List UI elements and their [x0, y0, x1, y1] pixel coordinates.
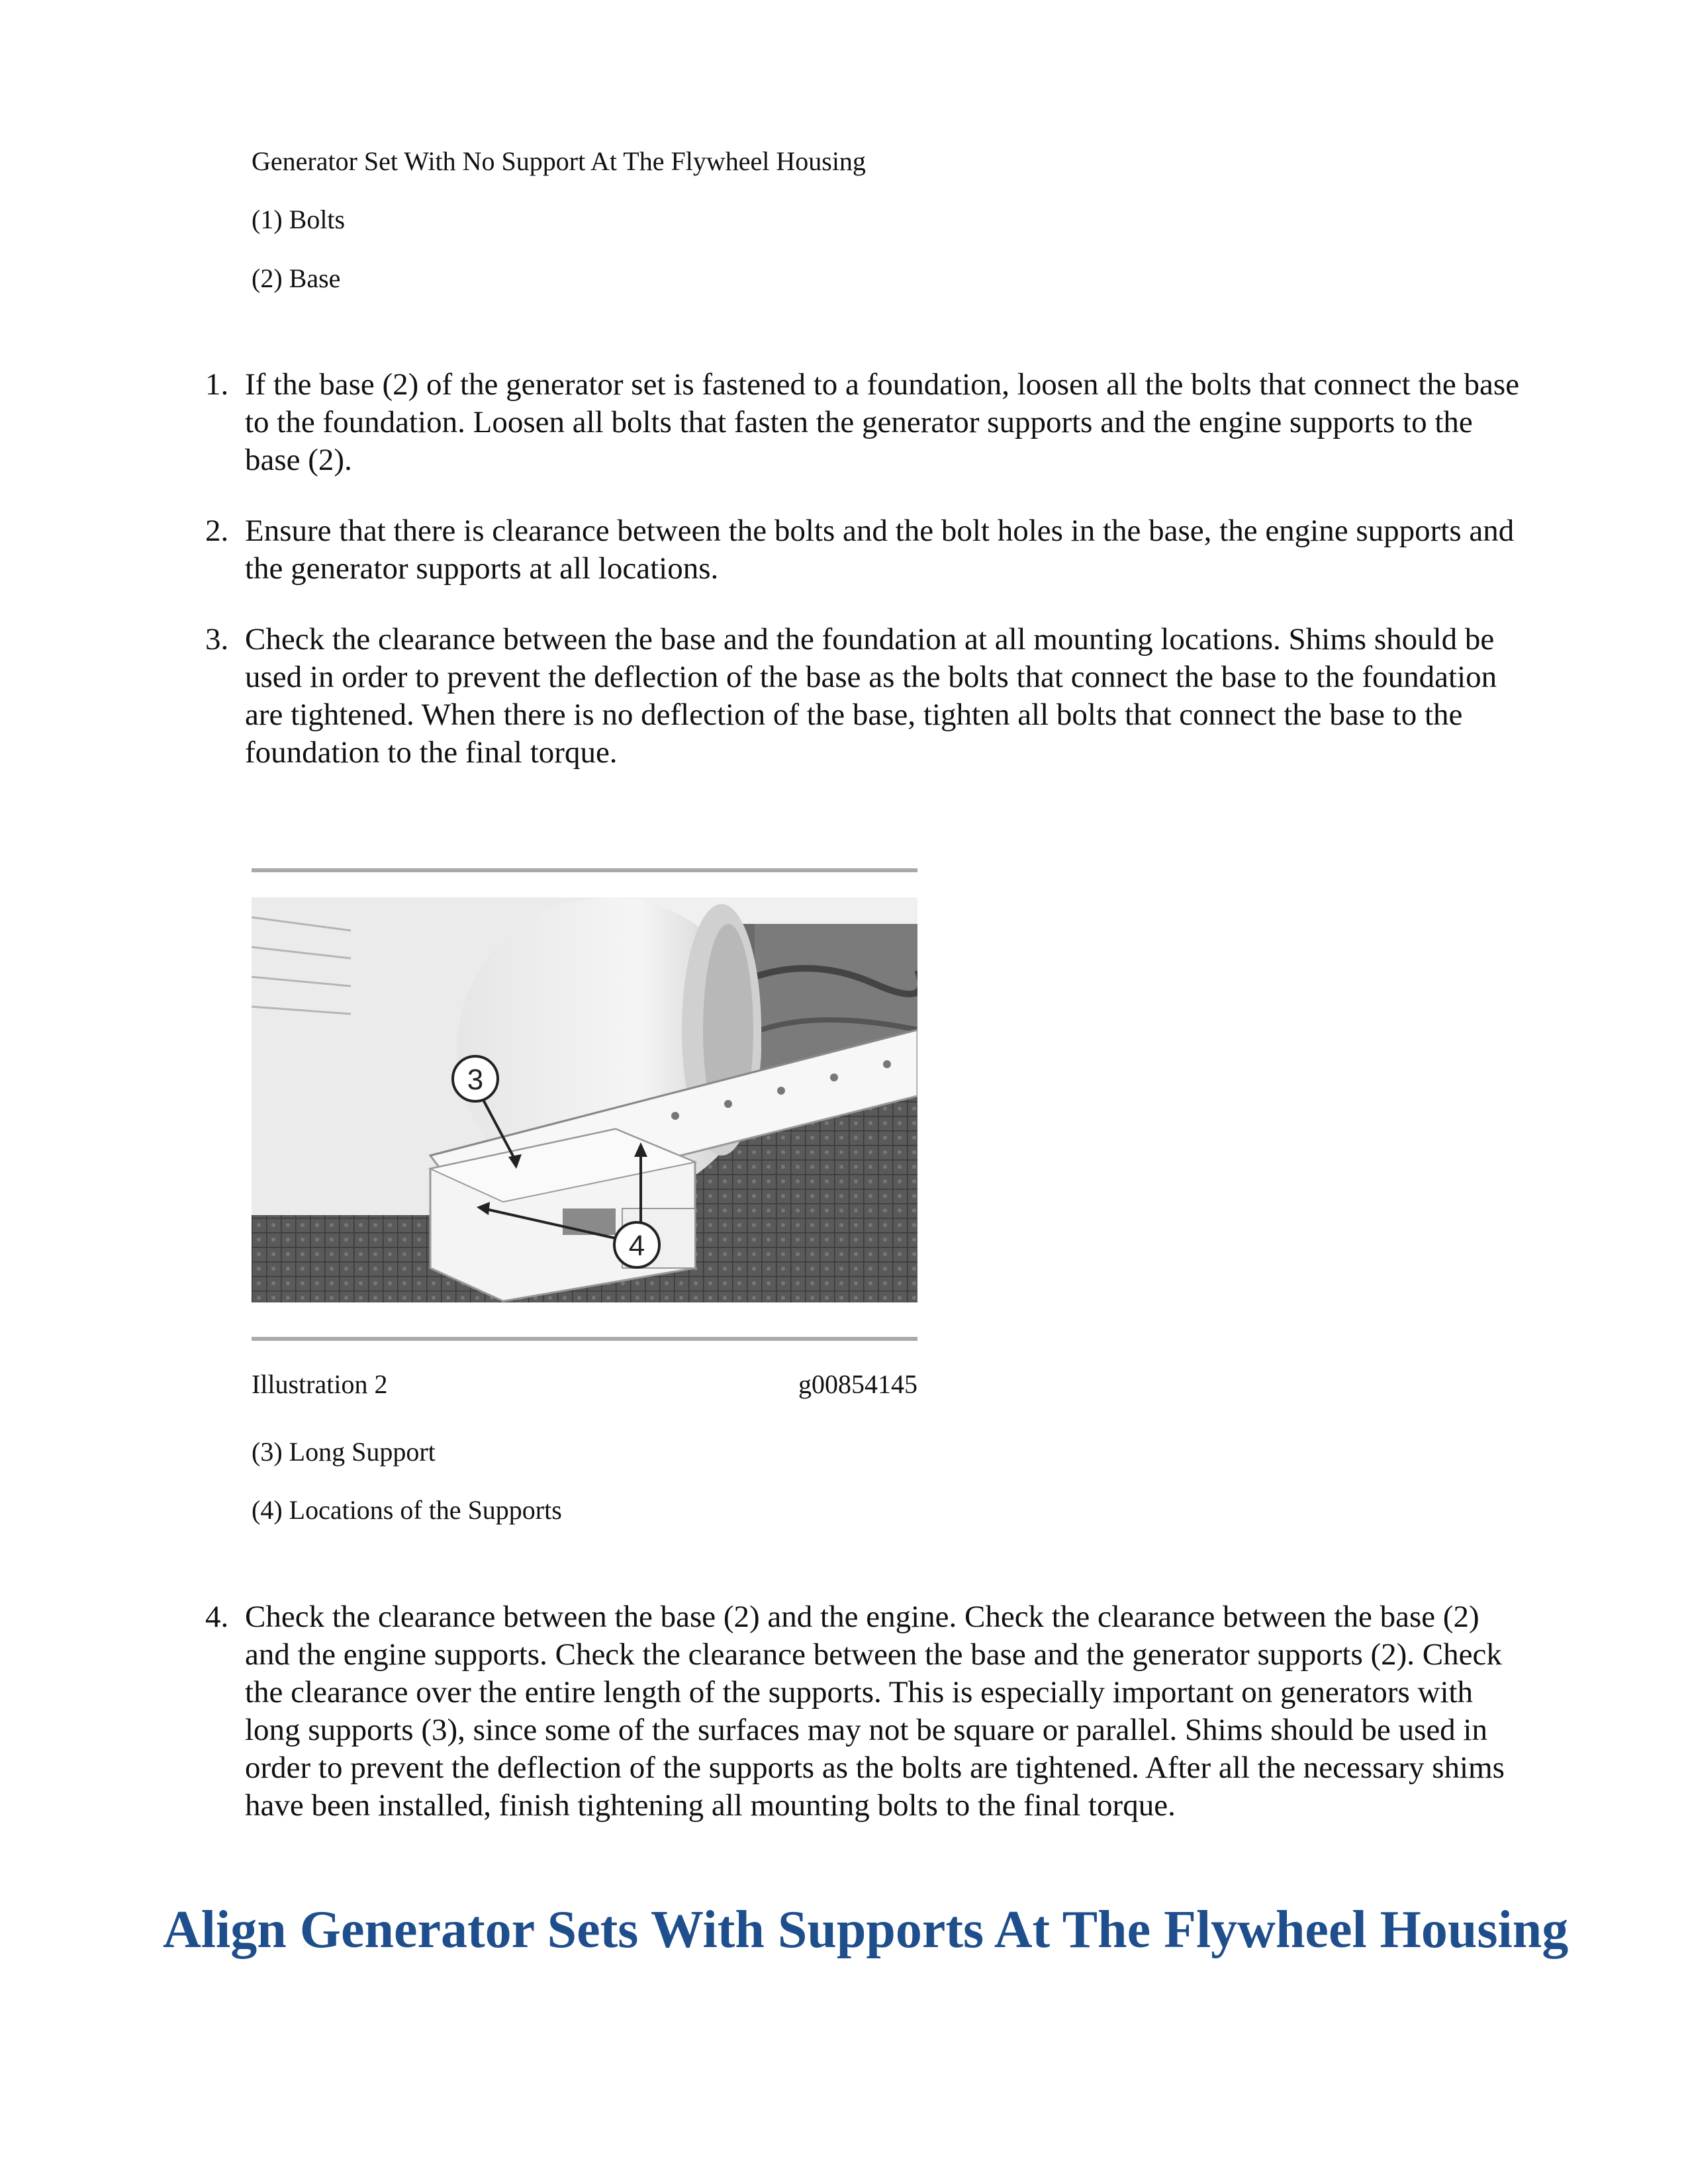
callout-base: (2) Base: [252, 263, 341, 293]
step-item: [192, 1598, 1529, 1825]
generator-support-photo: [252, 897, 917, 1302]
step-text: If the base (2) of the generator set is fastened to a foundation, loosen all the bolts that connect the base to the foundation. Loosen all bolts that fasten the generator supports and the engine supports to the base (2).: [245, 367, 1520, 477]
illustration-label: Illustration 2: [252, 1369, 388, 1399]
graphic-id: g00854145: [798, 1369, 917, 1399]
procedure-steps-2: [192, 1598, 1529, 1825]
figure-title: Generator Set With No Support At The Flywheel Housing: [252, 146, 866, 176]
figure-bottom-rule: [252, 1337, 917, 1341]
step-item: [192, 512, 1529, 588]
callout-long-support: (3) Long Support: [252, 1437, 436, 1467]
step-text: Ensure that there is clearance between the bolts and the bolt holes in the base, the engine supports and the generator supports at all locations.: [245, 514, 1515, 586]
callout-bolts: (1) Bolts: [252, 205, 346, 234]
step-number: 3.: [205, 622, 229, 657]
callout-3-label: 3: [467, 1064, 484, 1096]
step-item: [192, 366, 1529, 479]
step-item: [192, 621, 1529, 772]
section-heading: Align Generator Sets With Supports At The Flywheel Housing: [163, 1901, 1569, 1959]
figure-top-rule: [252, 868, 917, 872]
procedure-steps-1: [192, 366, 1529, 772]
callout-support-locations: (4) Locations of the Supports: [252, 1495, 562, 1525]
step-number: 2.: [205, 514, 229, 548]
step-text: Check the clearance between the base (2) and the engine. Check the clearance between the base (2) and the engine supports. Check the clearance between the base and the generator supports (2). Check the clearance over the entire length of the supports. This is especially important on generators with long supports (3), since some of the surfaces may not be square or parallel. Shims should be used in order to prevent the deflection of the supports as the bolts are tightened. After all the necessary shims have been installed, finish tightening all mounting bolts to the final torque.: [245, 1600, 1505, 1823]
step-number: 4.: [205, 1600, 229, 1634]
step-number: 1.: [205, 367, 229, 402]
step-text: Check the clearance between the base and the foundation at all mounting locations. Shims should be used in order to prevent the deflection of the base as the bolts that connect the base to the foundation are tightened. When there is no deflection of the base, tighten all bolts that connect the base to the foundation to the final torque.: [245, 622, 1497, 770]
callout-4-label: 4: [628, 1230, 645, 1262]
